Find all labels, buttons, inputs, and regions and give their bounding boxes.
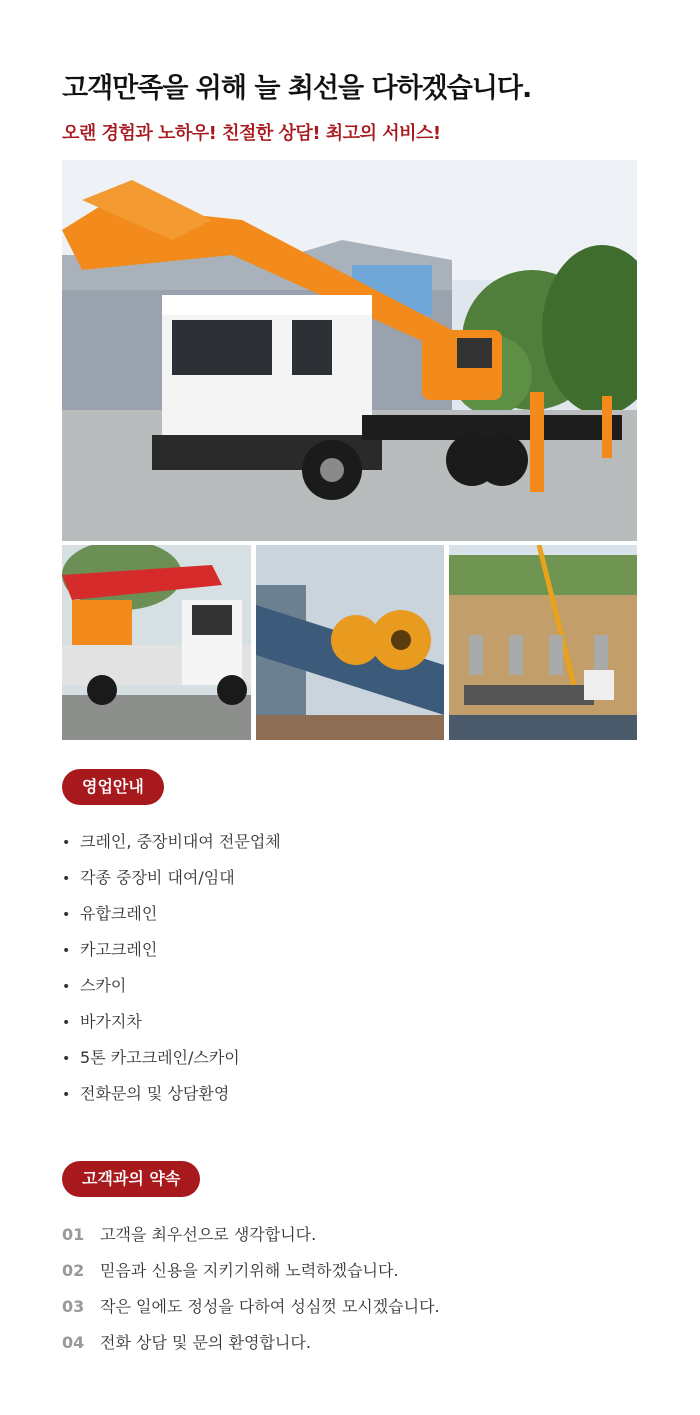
cargo-crane-thumbnail xyxy=(62,545,251,740)
promise-item: 04 전화 상담 및 문의 환영합니다. xyxy=(62,1333,311,1352)
bullet: • xyxy=(62,907,71,923)
page-headline: 고객만족을 위해 늘 최선을 다하겠습니다. xyxy=(62,73,532,104)
promise-list xyxy=(62,1217,440,1361)
list-item: • 스카이 xyxy=(62,968,281,1004)
bullet: • xyxy=(62,943,71,959)
list-item: • 각종 중장비 대여/임대 xyxy=(62,860,281,896)
business-list xyxy=(62,824,281,1112)
promise-item: 02 믿음과 신용을 지키기위해 노력하겠습니다. xyxy=(62,1261,399,1280)
bullet: • xyxy=(62,1015,71,1031)
promise-item: 01 고객을 최우선으로 생각합니다. xyxy=(62,1225,317,1244)
bullet: • xyxy=(62,871,71,887)
bullet: • xyxy=(62,835,71,851)
bullet: • xyxy=(62,979,71,995)
list-item: • 바가지차 xyxy=(62,1004,281,1040)
bullet: • xyxy=(62,1087,71,1103)
main-crane-truck-photo xyxy=(62,160,637,541)
construction-site-thumbnail xyxy=(449,545,637,740)
list-item: • 카고크레인 xyxy=(62,932,281,968)
bullet: • xyxy=(62,1051,71,1067)
business-info-heading: 영업안내 xyxy=(62,769,164,805)
list-item: • 5톤 카고크레인/스카이 xyxy=(62,1040,281,1076)
list-item: • 크레인, 중장비대여 전문업체 xyxy=(62,824,281,860)
page-subline: 오랜 경험과 노하우! 친절한 상담! 최고의 서비스! xyxy=(62,123,441,144)
customer-promise-heading: 고객과의 약속 xyxy=(62,1161,200,1197)
list-item: • 전화문의 및 상담환영 xyxy=(62,1076,281,1112)
list-item: • 유합크레인 xyxy=(62,896,281,932)
promise-item: 03 작은 일에도 정성을 다하여 성심껏 모시겠습니다. xyxy=(62,1297,440,1316)
crane-hook-thumbnail xyxy=(256,545,444,740)
